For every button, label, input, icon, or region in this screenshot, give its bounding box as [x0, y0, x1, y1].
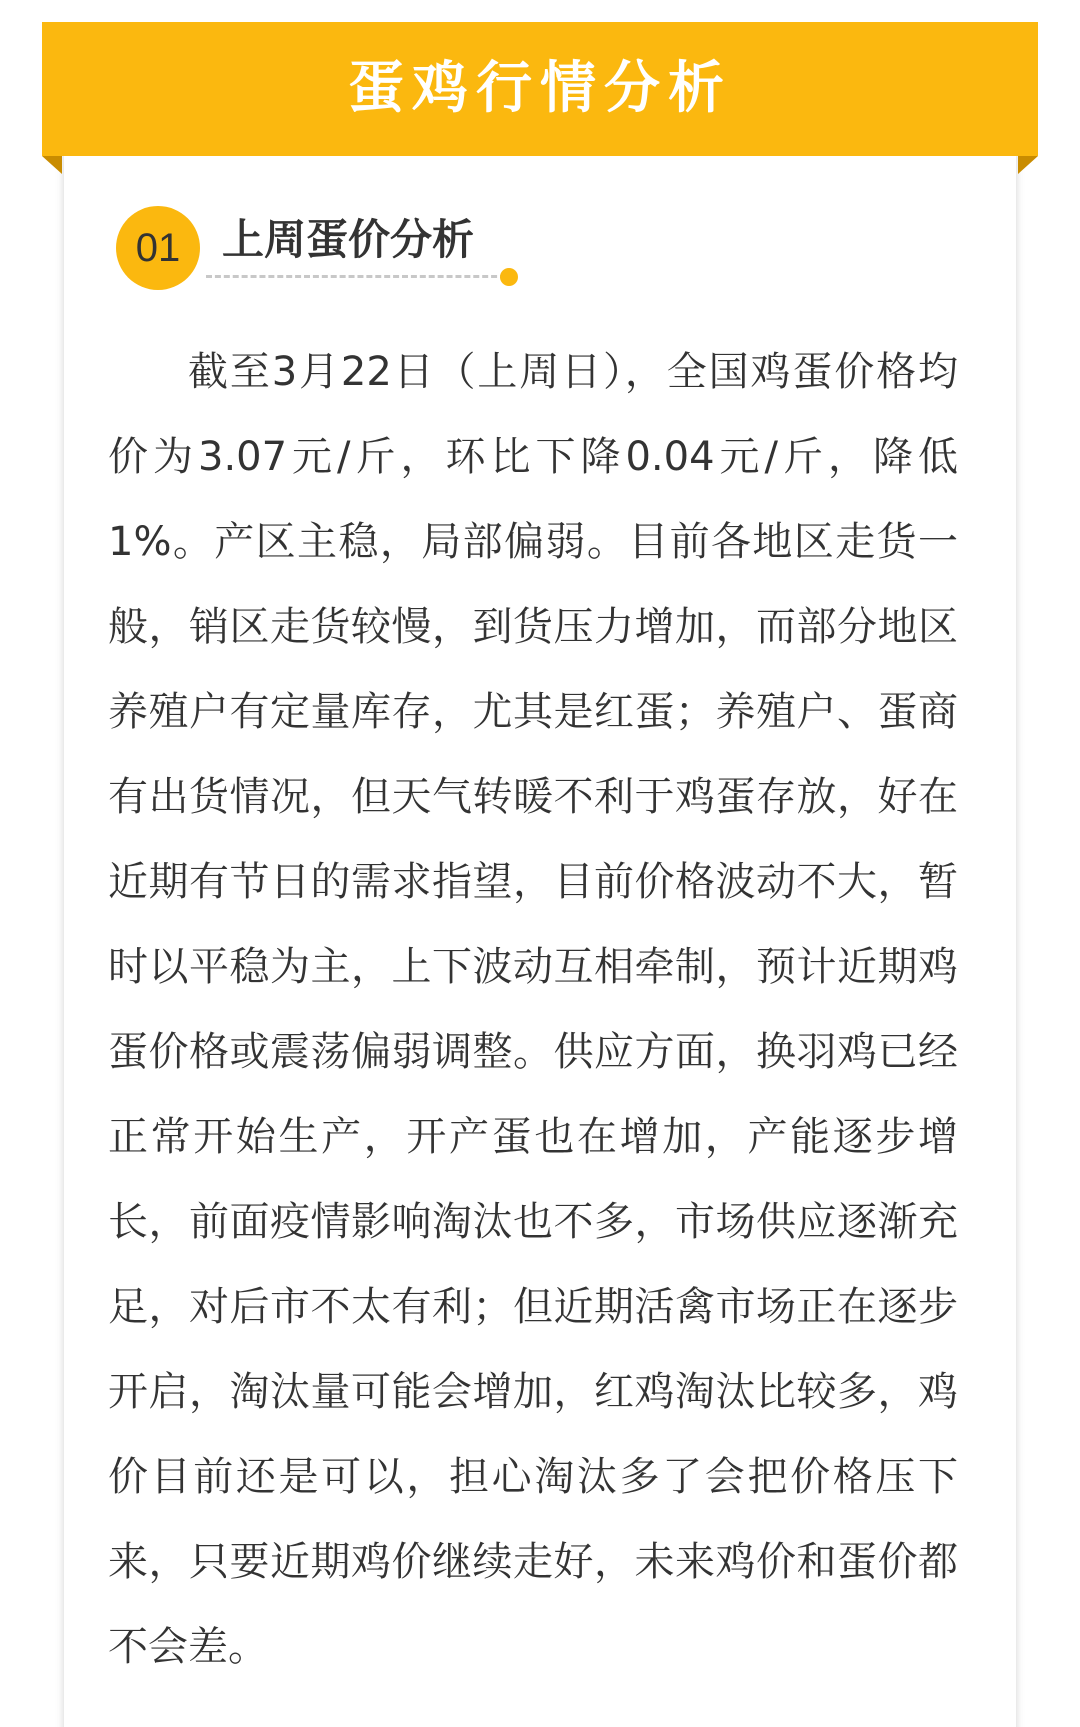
article-body: 截至3月22日（上周日），全国鸡蛋价格均价为3.07元/斤，环比下降0.04元/斤，降低1%。产区主稳，局部偏弱。目前各地区走货一般，销区走货较慢，到货压力增加，而部分地区养殖户有定量库存，尤其是红蛋；养殖户、蛋商有出货情况，但天气转暖不利于鸡蛋存放，好在近期有节日的需求指望，目前价格波动不大，暂时以平稳为主，上下波动互相牵制，预计近期鸡蛋价格或震荡偏弱调整。供应方面，换羽鸡已经正常开始生产，开产蛋也在增加，产能逐步增长，前面疫情影响淘汰也不多，市场供应逐渐充足，对后市不太有利；但近期活禽市场正在逐步开启，淘汰量可能会增加，红鸡淘汰比较多，鸡价目前还是可以，担心淘汰多了会把价格压下来，只要近期鸡价继续走好，未来鸡价和蛋价都不会差。 [108, 349, 958, 1670]
banner-fold-right [1018, 156, 1038, 174]
section-number-badge: 01 [116, 206, 200, 290]
banner-fold-left [42, 156, 62, 174]
underline-dot-icon [500, 268, 518, 286]
section-title: 上周蛋价分析 [222, 215, 475, 264]
title-underline-divider [206, 275, 506, 278]
page-title: 蛋鸡行情分析 [348, 56, 732, 121]
